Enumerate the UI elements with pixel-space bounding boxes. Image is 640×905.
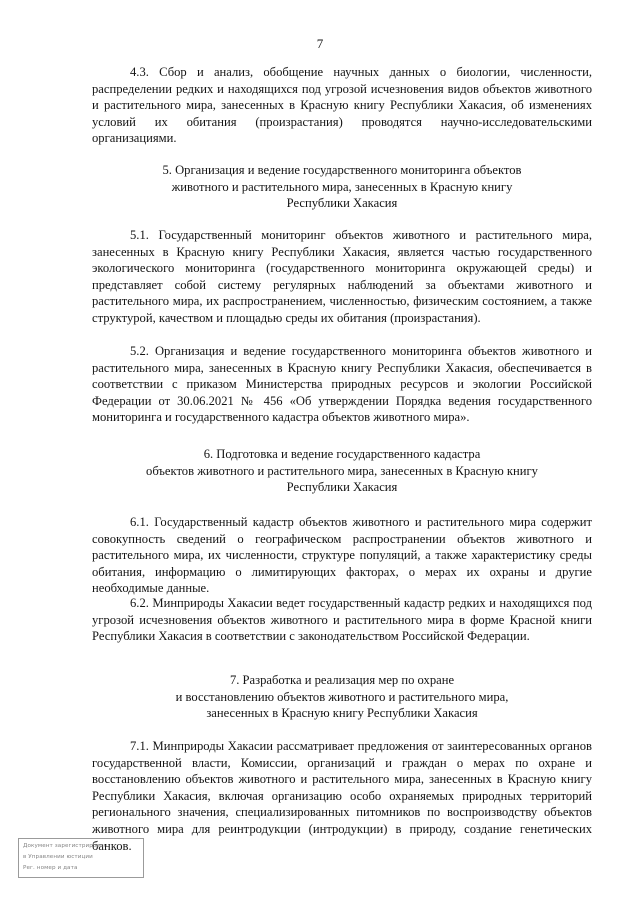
paragraph-6-2: 6.2. Минприроды Хакасии ведет государственный кадастр редких и находящихся под угрозой исчезновения объектов животного и растительного мира в форме Красной книги Республики Хакасия в соответствии с законодательством Российской Федерации. bbox=[92, 596, 592, 644]
page-number: 7 bbox=[316, 36, 324, 51]
section-5-heading-line: Республики Хакасия bbox=[286, 196, 398, 211]
section-7-heading-line: и восстановлению объектов животного и растительного мира, bbox=[175, 689, 509, 704]
stamp-line: в Управлении юстиции bbox=[23, 854, 93, 860]
stamp-line: Документ зарегистрирован bbox=[23, 843, 108, 849]
section-6-heading-line: объектов животного и растительного мира, занесенных в Красную книгу bbox=[146, 463, 538, 478]
stamp-line: Рег. номер и дата bbox=[23, 865, 78, 871]
section-5-heading-line: 5. Организация и ведение государственного мониторинга объектов bbox=[162, 163, 522, 177]
paragraph-7-1: 7.1. Минприроды Хакасии рассматривает предложения от заинтересованных органов государственной власти, Комиссии, организаций и граждан о мерах по охране и восстановлению объектов животного и растительного мира, занесенных в Красную книгу Республики Хакасия, включая организацию особо охраняемых природных территорий регионального значения, специализированных питомников по воспроизводству объектов животного мира для реинтродукции (интродукции) в природу, создание генетических банков. bbox=[92, 739, 592, 853]
section-5-heading bbox=[92, 162, 592, 212]
section-6-heading-line: 6. Подготовка и ведение государственного кадастра bbox=[203, 447, 481, 461]
section-7-heading-line: 7. Разработка и реализация мер по охране bbox=[229, 673, 455, 687]
paragraph-4-3: 4.3. Сбор и анализ, обобщение научных данных о биологии, численности, распределении редких и находящихся под угрозой исчезновения видов объектов животного и растительного мира, занесенных в Красную книгу Республики Хакасия, об изменениях условий их обитания (произрастания) проводятся научно-исследовательскими организациями. bbox=[92, 65, 592, 146]
section-7-heading bbox=[92, 672, 592, 722]
section-6-heading-line: Республики Хакасия bbox=[286, 480, 398, 495]
paragraph-5-1: 5.1. Государственный мониторинг объектов животного и растительного мира, занесенных в Красную книгу Республики Хакасия, является частью государственного экологического мониторинга (государственного мониторинга окружающей среды) и представляет собой систему регулярных наблюдений за объектами животного и растительного мира, их распространением, численностью, физическим состоянием, а также структурой, качеством и площадью среды их обитания (произрастания). bbox=[92, 228, 592, 325]
section-5-heading-line: животного и растительного мира, занесенных в Красную книгу bbox=[171, 179, 513, 194]
paragraph-5-2: 5.2. Организация и ведение государственного мониторинга объектов животного и растительного мира, занесенных в Красную книгу Республики Хакасия, обеспечивается в соответствии с приказом Министерства природных ресурсов и экологии Российской Федерации от 30.06.2021 № 456 «Об утверждении Порядка ведения государственного мониторинга и государственного кадастра объектов животного мира». bbox=[92, 344, 592, 425]
section-6-heading bbox=[92, 446, 592, 496]
paragraph-6-1: 6.1. Государственный кадастр объектов животного и растительного мира содержит совокупность сведений о географическом распространении объектов животного и растительного мира, их численности, структуре популяций, а также характеристику среды обитания, информацию о лимитирующих факторах, о мерах их охраны и другие необходимые данные. bbox=[92, 515, 592, 596]
registration-stamp bbox=[18, 838, 144, 878]
section-7-heading-line: занесенных в Красную книгу Республики Хакасия bbox=[206, 706, 478, 721]
